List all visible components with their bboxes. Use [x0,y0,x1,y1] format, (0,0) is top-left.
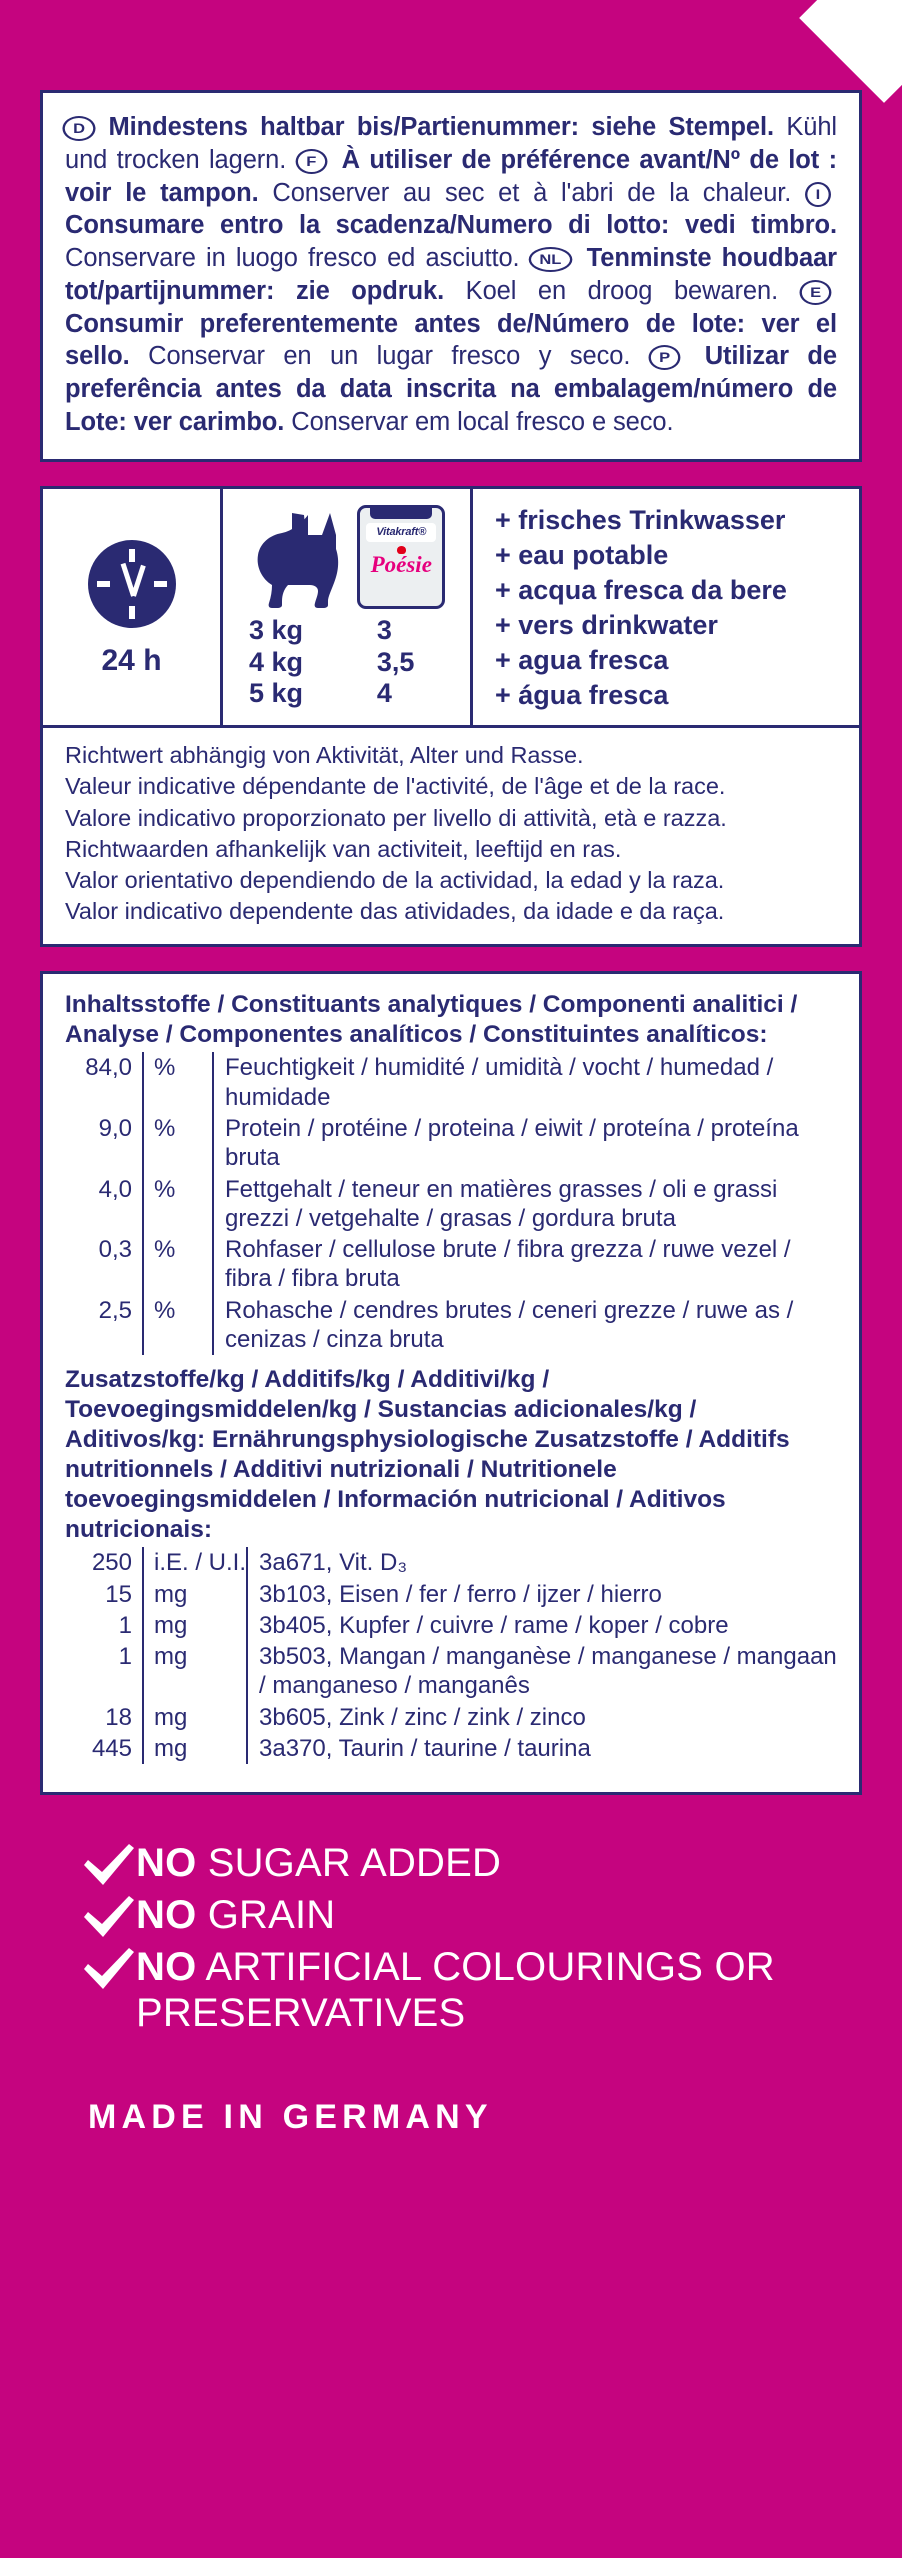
corner-notch [799,0,902,103]
table-row [65,1579,839,1610]
storage-bold-fr: À utiliser de préférence avant/Nº de lot : voir le tampon. [65,145,837,207]
constituent-name: Protein / protéine / proteina / eiwit / proteína / proteína bruta [213,1113,839,1174]
constituent-name: Rohfaser / cellulose brute / fibra grezza / ruwe vezel / fibra / fibra bruta [213,1234,839,1295]
pouch-cap [370,508,432,519]
table-row [65,1610,839,1641]
check-icon [82,1843,136,1887]
cat-weight: 5 kg [249,678,304,709]
storage-plain-fr: Conserver au sec et à l'abri de la chaleur. [272,178,792,207]
table-row [65,1295,839,1356]
additives-heading: Zusatzstoffe/kg / Additifs/kg / Additivi/kg / Toevoegingsmiddelen/kg / Sustancias adicionales/kg / Aditivos/kg: Ernährungsphysiologische Zusatzstoffe / Additifs nutritionnels / Additivi nutrizionali / Nutritionele toevoegingsmiddelen / Información nutricional / Aditivos nutricionais: [65,1366,790,1543]
constituent-value: 84,0 [85,1054,132,1082]
additive-unit: mg [143,1702,247,1733]
pouch-product-name: Poésie [370,551,432,577]
storage-bold-de: Mindestens haltbar bis/Partienummer: siehe Stempel. [108,113,774,141]
feeding-note-line: Richtwert abhängig von Aktivität, Alter und Rasse. [65,742,584,769]
storage-plain-pt: Conservar em local fresco e seco. [291,407,674,436]
additive-value: 250 [91,1549,132,1577]
feeding-notes [43,728,859,944]
pouch-count: 3,5 [376,646,415,677]
additive-unit: mg [143,1733,247,1764]
claim-rest: ARTIFICIAL COLOURINGS OR PRESERVATIVES [136,1945,775,2035]
storage-text [65,111,837,439]
feeding-amount-column [223,489,473,726]
feeding-amount-rows [223,615,470,711]
constituent-name: Feuchtigkeit / humidité / umidità / vocht / humedad / humidade [213,1052,839,1113]
feeding-note-line: Valore indicativo proporzionato per livello di attività, età e razza. [65,804,727,831]
additive-unit: mg [143,1610,247,1641]
claim-label [136,1945,862,2036]
table-row [65,1052,839,1113]
additive-name: 3b605, Zink / zinc / zink / zinco [247,1702,839,1733]
claim-no-artificial-colourings [82,1945,862,2036]
additive-value: 18 [105,1703,132,1731]
constituent-name: Fettgehalt / teneur en matières grasses / oli e grassi grezzi / vetgehalte / grasas / gordura bruta [213,1174,839,1235]
water-line: + frisches Trinkwasser [495,504,786,535]
additive-name: 3b405, Kupfer / cuivre / rame / koper / cobre [247,1610,839,1641]
water-line: + agua fresca [495,645,669,676]
additive-name: 3a671, Vit. D₃ [247,1547,839,1578]
pouch-count: 4 [376,678,392,709]
feeding-time-label: 24 h [101,643,162,677]
country-code-badge-d: D [65,113,96,141]
additive-value: 445 [91,1734,132,1762]
feeding-table [43,489,859,729]
constituent-name: Rohasche / cendres brutes / ceneri grezze / ruwe as / cenizas / cinza bruta [213,1295,839,1356]
additive-value: 1 [118,1611,132,1639]
storage-bold-pt: Utilizar de preferência antes da data inscrita na embalagem/número de Lote: ver carimbo. [65,342,837,436]
constituent-unit: % [143,1113,213,1174]
storage-bold-es: Consumir preferentemente antes de/Número de lote: ver el sello. [65,309,837,371]
analytical-constituents-table [65,1052,839,1355]
feeding-time-column [43,489,223,726]
table-row [65,1113,839,1174]
constituent-unit: % [143,1174,213,1235]
cat-icon [248,509,344,609]
constituent-value: 0,3 [98,1236,132,1264]
water-line: + acqua fresca da bere [495,574,787,605]
claim-no-sugar-added [82,1841,862,1887]
clock-icon [88,540,176,628]
feeding-note-line: Richtwaarden afhankelijk van activiteit, leeftijd en ras. [65,835,622,862]
drinking-water-column [473,489,859,726]
storage-plain-de: Kühl und trocken lagern. [65,113,837,174]
storage-plain-it: Conservare in luogo fresco ed asciutto. [65,244,520,273]
nutrition-card [40,971,862,1796]
additive-unit: mg [143,1579,247,1610]
pouch-icon [357,505,445,609]
additive-unit: i.E. / U.I. [143,1547,247,1578]
country-code-badge-i: I [805,177,837,210]
water-line: + água fresca [495,680,669,711]
check-icon [82,1947,136,1991]
feeding-guide-card [40,486,862,947]
country-code-badge-f: F [296,144,333,177]
additive-name: 3a370, Taurin / taurine / taurina [247,1733,839,1764]
storage-instructions-card [40,90,862,462]
cat-weight: 4 kg [249,646,304,677]
feeding-row [223,678,470,710]
claim-strong: NO [136,1945,197,1990]
constituent-unit: % [143,1295,213,1356]
country-code-badge-p: P [649,340,686,373]
country-code-badge-e: E [800,275,837,308]
additives-table [65,1547,839,1764]
additive-unit: mg [143,1641,247,1702]
country-code-badge-nl: NL [530,242,577,275]
table-row [65,1174,839,1235]
feeding-row [223,647,470,679]
feeding-note-line: Valor orientativo dependiendo de la actividad, la edad y la raza. [65,867,725,894]
additive-value: 1 [118,1643,132,1671]
claim-rest: SUGAR ADDED [196,1841,502,1886]
water-line: + eau potable [495,539,669,570]
water-line: + vers drinkwater [495,609,718,640]
feeding-note-line: Valeur indicative dépendante de l'activité, de l'âge et de la race. [65,773,726,800]
analytical-constituents-heading: Inhaltsstoffe / Constituants analytiques / Componenti analitici / Analyse / Componentes analíticos / Constituintes analíticos: [65,990,798,1048]
constituent-unit: % [143,1234,213,1295]
claim-strong: NO [136,1893,197,1938]
pouch-brand: Vitakraft® [366,523,436,542]
storage-plain-es: Conservar en un lugar fresco y seco. [148,342,631,371]
constituent-value: 4,0 [98,1175,132,1203]
storage-bold-nl: Tenminste houdbaar tot/partijnummer: zie opdruk. [65,244,837,305]
claim-strong: NO [136,1841,197,1886]
claim-label [136,1893,335,1939]
table-row [65,1702,839,1733]
storage-bold-it: Consumare entro la scadenza/Numero di lotto: vedi timbro. [65,211,837,240]
additive-name: 3b103, Eisen / fer / ferro / ijzer / hierro [247,1579,839,1610]
feeding-row [223,615,470,647]
table-row [65,1234,839,1295]
pouch-count: 3 [376,614,392,645]
storage-plain-nl: Koel en droog bewaren. [465,276,779,305]
table-row [65,1641,839,1702]
package-content [40,90,862,2137]
check-icon [82,1895,136,1939]
table-row [65,1547,839,1578]
additive-value: 15 [105,1580,132,1608]
cat-weight: 3 kg [249,614,304,645]
constituent-value: 2,5 [98,1296,132,1324]
feeding-note-line: Valor indicativo dependente das atividades, da idade e da raça. [65,898,725,925]
table-row [65,1733,839,1764]
claim-label [136,1841,501,1887]
additive-name: 3b503, Mangan / manganèse / manganese / mangaan / manganeso / manganês [247,1641,839,1702]
made-in-label: MADE IN GERMANY [88,2098,493,2137]
claim-no-grain [82,1893,862,1939]
claim-rest: GRAIN [196,1893,336,1938]
product-claims [40,1841,862,2036]
constituent-unit: % [143,1052,213,1113]
constituent-value: 9,0 [98,1115,132,1142]
